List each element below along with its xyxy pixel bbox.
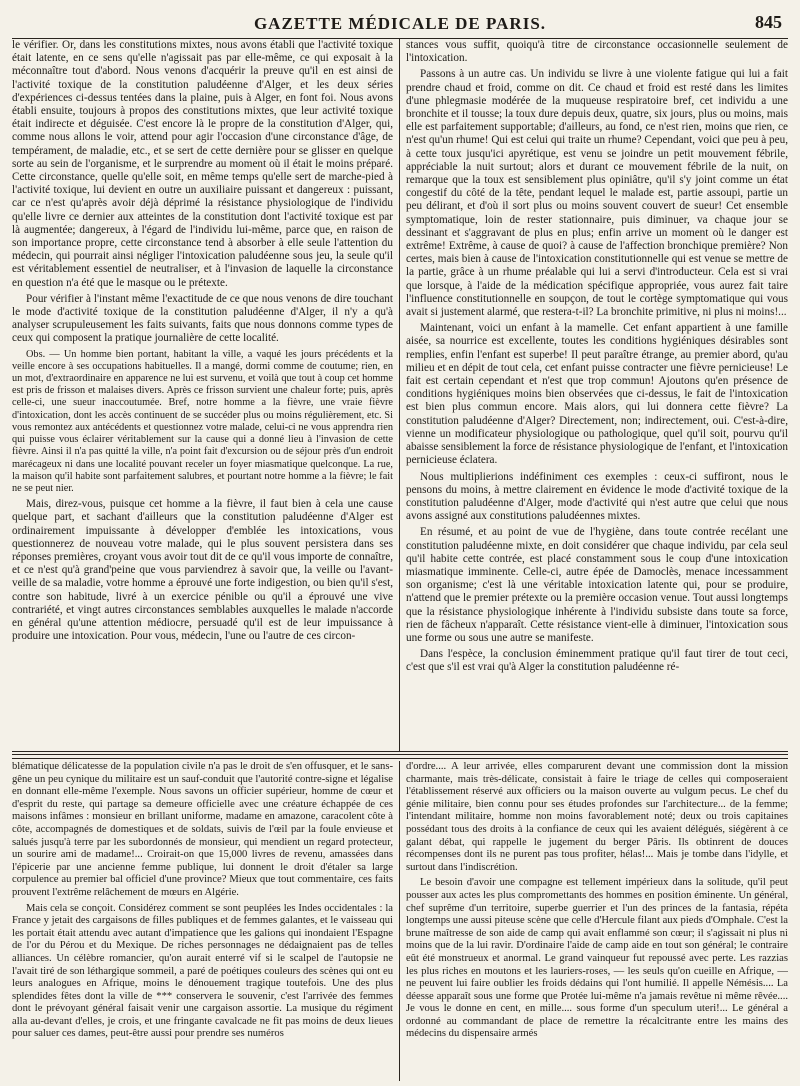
- observation-paragraph: Obs. — Un homme bien portant, habitant la ville, a vaqué les jours précédents et la veille encore à ses occupations habituelles. Il a mangé, dormi comme de coutume; rien, en un mot, d'extraordinaire en apparence ne lui est survenu, et voilà que tout à coup cet homme est pris de frisson et malaises divers. Après ce frisson survient une chaleur forte; puis, après celle-ci, une sueur inaccoutumée. Bref, notre homme a la fièvre, une vraie fièvre d'intoxication, dont les accès continuent de se succéder plus ou moins régulièrement, etc. Si vous remontez aux antécédents et questionnez votre malade, celui-ci ne vous apprendra rien qui puisse vous éclairer véritablement sur la cause qui a donné lieu à l'invasion de cette fièvre. Ainsi il n'a pas quitté la ville, n'a point fait d'excursion ou de séjour près d'un endroit marécageux ni dans une localité pouvant receler un foyer miasmatique quelconque. La rue, la maison qu'il habite sont parfaitement salubres, et pourtant notre homme a la fièvre; le fait ne se peut nier.: [12, 348, 393, 494]
- feuilleton-paragraph: Le besoin d'avoir une compagne est tellement impérieux dans la solitude, qu'il peut pousser aux actes les plus compromettants des hommes en position éminente. Un général, chef suprême d'un territoire, superbe guerrier et l'un des princes de la fantasia, répéta longtemps une aussi piteuse scène que celle d'Hercule filant aux pieds d'Omphale. C'est la brune maîtresse de son aide de camp qui avait enflammé son cœur; il s'agissait ni plus ni moins que de la lui ravir. D'ordinaire l'aide de camp aide en tout son général; le contraire eût été monstrueux et anormal. Le grand vainqueur fut repoussé avec perte. Les razzias les plus riches en moutons et les lauriers-roses, — les seuls qu'on cueille en Afrique, — ne peuvent lui faire oublier les froids dédains qui l'ont humilié. Il appelle Némésis.... La déesse apparaît sous une forme que Protée lui-même n'a jamais revêtue ni même rêvée.... Je vous le donne en cent, en mille.... sous forme d'un speculum uteri!... Le général a ordonné au commandant de place de remettre la récalcitrante entre les mains des médecins du dispensaire armés: [406, 877, 788, 1040]
- article-paragraph: Dans l'espèce, la conclusion éminemment pratique qu'il faut tirer de tout ceci, c'est que s'il est vrai qu'à Alger la constitution paludéenne ré-: [406, 648, 788, 674]
- feuilleton-section: [12, 761, 788, 1081]
- lower-right-column: [400, 761, 788, 1081]
- feuilleton-paragraph: d'ordre.... A leur arrivée, elles comparurent devant une commission dont la mission charmante, mais très-délicate, consistait à faire le triage de celles qui composeraient l'établissement réservé aux officiers ou la maison ouverte au vulgum pecus. Le chef du génie militaire, bien connu pour ses études profondes sur l'architecture... de la femme; l'intendant militaire, homme non moins favorablement noté; deux ou trois capitaines possédant tous des droits à la confiance de ceux qui les avaient délégués, siégèrent à ce galant débat, qui rappelle le jugement du berger Pâris. Ils obtinrent de douces récompenses dont ils ne purent pas tous profiter, hélas!... Mais je tombe dans l'idylle, et surtout dans l'indiscrétion.: [406, 761, 788, 873]
- page-header: [12, 8, 788, 39]
- article-paragraph: Maintenant, voici un enfant à la mamelle. Cet enfant appartient à une famille aisée, sa nourrice est excellente, toutes les conditions hygiéniques désirables sont remplies, enfin l'enfant est superbe! Il peut paraître étrange, au premier abord, qu'au milieu et en dépit de tout cela, cet enfant puisse contracter une fièvre pernicieuse! Le fait est certain cependant et n'est que trop commun! Ajoutons qu'en présence de conditions hygiéniques moins bien observées que ci-dessus, le fait de l'intoxication est bien plus commun encore. Mais alors, qui lui donnera cette fièvre? La constitution paludéenne d'Alger? Directement, non; indirectement, oui. C'est-à-dire, vienne un modificateur physiologique ou pathologique, quel qu'il soit, pourvu qu'il abaisse sensiblement la force de résistance physiologique de l'enfant, et l'intoxication pernicieuse éclatera.: [406, 322, 788, 467]
- article-paragraph: stances vous suffit, quoiqu'à titre de circonstance occasionnelle seulement de l'intoxication.: [406, 39, 788, 65]
- feuilleton-divider: [12, 754, 788, 759]
- lower-left-column: [12, 761, 400, 1081]
- upper-right-column: [400, 39, 788, 751]
- journal-title: GAZETTE MÉDICALE DE PARIS.: [253, 14, 547, 33]
- article-paragraph: Pour vérifier à l'instant même l'exactitude de ce que nous venons de dire touchant le mode d'activité toxique de la constitution paludéenne d'Alger, il n'y a qu'à analyser scrupuleusement les faits suivants, faits que nous donnons comme types de ceux qui composent la pratique journalière de cette localité.: [12, 292, 393, 345]
- article-paragraph: Mais, direz-vous, puisque cet homme a la fièvre, il faut bien à cela une cause quelque part, et sachant d'ailleurs que la constitution paludéenne d'Alger est ordinairement impuissante à développer d'emblée les intoxications, vous questionnerez de nouveau votre malade, qui le plus souvent persistera dans ses réponses premières, croyant vous avoir tout dit de ce qu'il vous importe de connaître, et ce n'est qu'à grand'peine que vous parviendrez à savoir que, la veille ou l'avant-veille de sa maladie, votre homme a éprouvé une forte indigestion, ou bien qu'il s'est, contre son habitude, livré à un exercice pénible ou qu'il a éprouvé une vive contrariété, et vingt autres circonstances semblables auxquelles le malade n'accorde en général qu'une attention médiocre, persuadé qu'il est de leur impuissance à produire une intoxication. Pour vous, médecin, l'une ou l'autre de ces circon-: [12, 498, 393, 643]
- main-article: [12, 39, 788, 752]
- upper-left-column: [12, 39, 400, 751]
- page-number: 845: [755, 12, 782, 32]
- article-paragraph: Nous multiplierions indéfiniment ces exemples : ceux-ci suffiront, nous le pensons du moins, à mettre clairement en évidence le mode d'activité toxique de la constitution paludéenne d'Alger, mode d'activité qui n'est autre que celui que nous avons assigné aux constitutions paludéennes mixtes.: [406, 470, 788, 523]
- article-paragraph: le vérifier. Or, dans les constitutions mixtes, nous avons établi que l'activité toxique était latente, en ce sens qu'elle n'agissait pas par elle-même, ce qui exposait à la méconnaître tout d'abord. Nous venons d'acquérir la preuve qu'il en est ainsi de l'activité toxique de la constitution paludéenne d'Alger, et les deux séries d'expériences ci-dessus tentées dans la plaine, puis à Alger, en font foi. Nous avons établi ensuite, toujours à propos des constitutions mixtes, que leur activité toxique était indirecte et déguisée. C'est encore là le propre de la constitution d'Alger, qui, comme nous allons le voir, attend pour agir l'occasion d'une circonstance d'âge, de tempérament, de maladie, etc., et se sert de cette dernière pour se glisser en quelque sorte au sein de l'organisme, et le surprendre au moment où il était le moins préparé. Cette circonstance, quelle qu'elle soit, en même temps qu'elle sert de marche-pied à l'activité toxique, lui devient en outre un auxiliaire puissant et dangereux : puissant, car ce n'est qu'après avoir déjà déprimé la résistance physiologique de l'individu qu'elle livre ce dernier aux atteintes de la constitution dont l'activité toxique est par là augmentée; dangereux, à l'égard de l'individu lui-même, parce que, en raison de son importance propre, cette circonstance tend à absorber à elle seule l'attention du médecin, qui pourrait ainsi négliger l'intoxication paludéenne sous jeu, la seule qu'il est véritablement essentiel de neutraliser, et à l'invasion de laquelle la circonstance en question n'a été que le masque ou le prétexte.: [12, 39, 393, 289]
- feuilleton-paragraph: Mais cela se conçoit. Considérez comment se sont peuplées les Indes occidentales : la France y jetait des cargaisons de filles publiques et de femmes galantes, et le vaisseau qui les portait était attendu avec autant d'impatience que les galions qui inondaient l'Espagne de l'or du Pérou et du Mexique. De riches personnages ne dédaignaient pas de telles alliances. Un célèbre romancier, qu'on aurait enterré vif si le scalpel de l'autopsie ne l'avait tiré de son léthargique sommeil, a paré de poétiques couleurs des scènes qui ont eu leurs analogues en Afrique, moins le dénouement tragique toutefois. Une des plus splendides fêtes dont la ville de *** conservera le souvenir, c'est l'arrivée des femmes dont le prévoyant général faisait venir une cargaison assortie. La musique du régiment alla au-devant d'elles, je crois, et une fringante cavalcade ne fit pas moins de deux lieues pour saluer ces dames, peut-être aussi pour prendre ses numéros: [12, 902, 393, 1040]
- feuilleton-paragraph: blématique délicatesse de la population civile n'a pas le droit de s'en offusquer, et le sans-gêne un peu cynique du militaire est un sauf-conduit que l'autorité contre-signe et légalise en donnant elle-même l'exemple. Nous savons un officier supérieur, homme de cœur et d'esprit du reste, qui partage sa demeure officielle avec une créature échappée de ces maisons infâmes : monsieur en brillant uniforme, madame en amazone, caracolent côte à côte, accompagnés de domestiques et de soldats, suivis de l'œil par la foule envieuse et salués jusqu'à terre par les subordonnés de monsieur, qui mendient un regard protecteur, un sourire ami de madame!... Croirait-on que 15,000 livres de revenu, amassées dans l'épicerie par une ancienne femme publique, lui donnent le droit d'étaler sa large corpulence au premier bal officiel d'une province? Mieux que tout commentaire, ces faits prouvent l'extrême relâchement de mœurs en Algérie.: [12, 761, 393, 898]
- article-paragraph: Passons à un autre cas. Un individu se livre à une violente fatigue qui lui a fait prendre chaud et froid, comme on dit. Ce chaud et froid est resté dans les limites d'une phlegmasie modérée de la muqueuse respiratoire bref, cet individu a une bronchite et il tousse; la toux dure depuis deux, quatre, six jours, plus ou moins, mais elle est parfaitement supportable; d'ailleurs, au fond, ce n'est rien, moins que rien, ce n'est qu'un rhume! Qui est celui qui traite un rhume? Cependant, voici que peu à peu, à cette toux jusqu'ici apyrétique, est venu se joindre un petit mouvement fébrile, appréciable la nuit surtout; alors et durant ce mouvement fébrile de la nuit, on remarque que la toux est sensiblement plus opiniâtre, qu'il s'y joint comme un état congestif du côté de la tête, pendant lequel le malade est, partie assoupi, partie un peu délirant, et d'où il sort plus ou moins souvent couvert de sueur! Cet ensemble symptomatique, loin de rester stationnaire, puis diminuer, va chaque jour se dessinant et s'aggravant de plus en plus; enfin arrive un moment où le danger est extrême! Extrême, à cause de quoi? à cause de l'affection bronchique première? Non certes, mais bien à cause de l'intoxication constitutionnelle qui est venue se mettre de la partie, grâce à un rhume préalable qui lui a servi d'introducteur. Cela est si vrai que lorsque, à l'aide de la médication spécifique appropriée, vous aurez fait taire l'influence constitutionnelle en soupçon, de tout le cortège symptomatique qui vous avait si justement alarmé, que restera-t-il? La bronchite primitive, ni plus ni moins!...: [406, 68, 788, 319]
- article-paragraph: En résumé, et au point de vue de l'hygiène, dans toute contrée recélant une constitution paludéenne mixte, en doit considérer que chaque individu, par cela seul qu'il habite cette contrée, est placé constamment sous le coup d'une intoxication miasmatique imminente. Celle-ci, autre épée de Damoclès, menace incessamment son organisme; c'est là une véritable intoxication latente qui, pour se produire, n'attend que le premier prétexte ou la première occasion venue. Tout aussi longtemps que la résistance physiologique inhérente à l'individu subsiste dans toute sa force, rien de fâcheux n'apparaît. Cette résistance vient-elle à diminuer, l'intoxication sous une forme ou sous une autre se manifeste.: [406, 526, 788, 644]
